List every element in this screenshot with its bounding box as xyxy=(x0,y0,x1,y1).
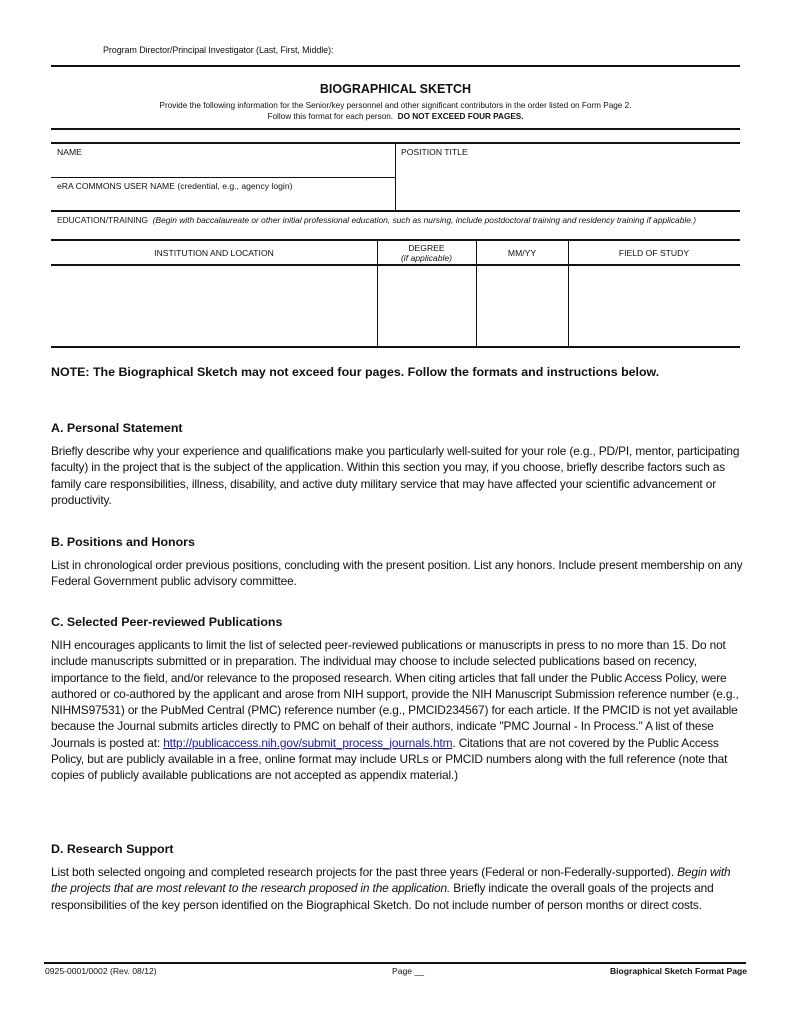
instruction-line-1: Provide the following information for the Senior/key personnel and other significant contributors in the order listed on Form Page 2. xyxy=(159,101,632,110)
position-title-field[interactable] xyxy=(397,158,739,210)
column-header-degree: DEGREE (if applicable) xyxy=(400,243,453,263)
column-header-institution: INSTITUTION AND LOCATION xyxy=(154,248,274,258)
pi-name-label: Program Director/Principal Investigator (Last, First, Middle): xyxy=(103,45,334,55)
footer-rule xyxy=(44,962,746,964)
format-page-label: Biographical Sketch Format Page xyxy=(609,966,747,976)
institution-location-field[interactable] xyxy=(52,267,376,346)
page-limit-note: NOTE: The Biographical Sketch may not exceed four pages. Follow the formats and instructions below. xyxy=(51,365,660,379)
section-c-body: NIH encourages applicants to limit the list of selected peer-reviewed publications or manuscripts in press to no more than 15. Do not include manuscripts submitted or in preparation. The individual may choose to include selected publications based on recency, importance to the field, and/or relevance to the proposed research. When citing articles that fall under the Public Access Policy, were authored or co-authored by the applicant and arose from NIH support, provide the NIH Manuscript Submission reference number (e.g., NIHMS97531) or the PubMed Central (PMC) reference number (e.g., PMCID234567) for each article. If the PMCID is not yet available because the Journal submits articles directly to PMC on behalf of their authors, indicate "PMC Journal - In Process." A list of these Journals is posted at: http://publicaccess.nih.gov/submit_process_journals.htm. Citations that are not covered by the Public Access Policy, but are publicly available in a free, online format may include URLs or PMCID numbers along with the full reference (note that copies of publicly available publications are not accepted as appendix material.) xyxy=(51,638,739,783)
form-number: 0925-0001/0002 (Rev. 08/12) xyxy=(45,966,157,976)
position-title-label: POSITION TITLE xyxy=(401,147,468,157)
page-limit-warning: DO NOT EXCEED FOUR PAGES. xyxy=(397,112,524,121)
section-a-heading: A. Personal Statement xyxy=(51,421,183,435)
name-position-divider xyxy=(395,143,396,211)
column-divider-1 xyxy=(377,240,378,347)
name-field[interactable] xyxy=(52,158,394,177)
public-access-journals-link[interactable]: http://publicaccess.nih.gov/submit_process_journals.htm xyxy=(163,735,453,750)
education-training-label: EDUCATION/TRAINING (Begin with baccalaureate or other initial professional education, such as nursing, include postdoctoral training and residency training if applicable.) xyxy=(57,215,696,225)
degree-field[interactable] xyxy=(379,267,475,346)
name-label: NAME xyxy=(57,147,82,157)
section-a-body: Briefly describe why your experience and qualifications make you particularly well-suited for your role (e.g., PD/PI, mentor, participating faculty) in the project that is the subject of the application. Within this section you may, if you choose, briefly describe factors such as family care responsibilities, illness, disability, and active duty military service that may have affected your scientific advancement or productivity. xyxy=(51,444,740,507)
column-divider-3 xyxy=(568,240,569,347)
section-d-body: List both selected ongoing and completed research projects for the past three years (Federal or non-Federally-supported). Begin with the projects that are most relevant to the research proposed in the application. Briefly indicate the overall goals of the projects and responsibilities of the key person identified on the Biographical Sketch. Do not include number of person months or direct costs. xyxy=(51,865,731,912)
section-d-emphasis: Begin with the projects that are most relevant to the research proposed in the application. xyxy=(51,865,731,896)
header-rule xyxy=(51,65,740,67)
section-d-heading: D. Research Support xyxy=(51,842,174,856)
instruction-line-2: Follow this format for each person. DO NOT EXCEED FOUR PAGES. xyxy=(267,112,524,121)
field-of-study-field[interactable] xyxy=(570,267,739,346)
column-header-mmyy: MM/YY xyxy=(507,248,537,258)
section-b-body: List in chronological order previous positions, concluding with the present position. List any honors. Include present membership on any Federal Government public advisory committee. xyxy=(51,558,743,589)
name-rule xyxy=(51,177,395,178)
title-rule xyxy=(51,128,740,130)
mmyy-field[interactable] xyxy=(478,267,567,346)
table-bottom-rule xyxy=(51,346,740,348)
era-commons-field[interactable] xyxy=(52,193,394,210)
era-commons-label: eRA COMMONS USER NAME (credential, e.g., agency login) xyxy=(57,181,293,191)
column-header-bottom-rule xyxy=(51,264,740,266)
page-title: BIOGRAPHICAL SKETCH xyxy=(319,82,472,96)
section-b-heading: B. Positions and Honors xyxy=(51,535,195,549)
education-instructions: (Begin with baccalaureate or other initial professional education, such as nursing, include postdoctoral training and residency training if applicable.) xyxy=(152,215,696,225)
section-c-heading: C. Selected Peer-reviewed Publications xyxy=(51,615,283,629)
page-number: Page __ xyxy=(392,966,425,976)
education-top-rule xyxy=(51,210,740,212)
column-header-field-of-study: FIELD OF STUDY xyxy=(618,248,690,258)
page-instructions xyxy=(51,100,740,122)
column-divider-2 xyxy=(476,240,477,347)
